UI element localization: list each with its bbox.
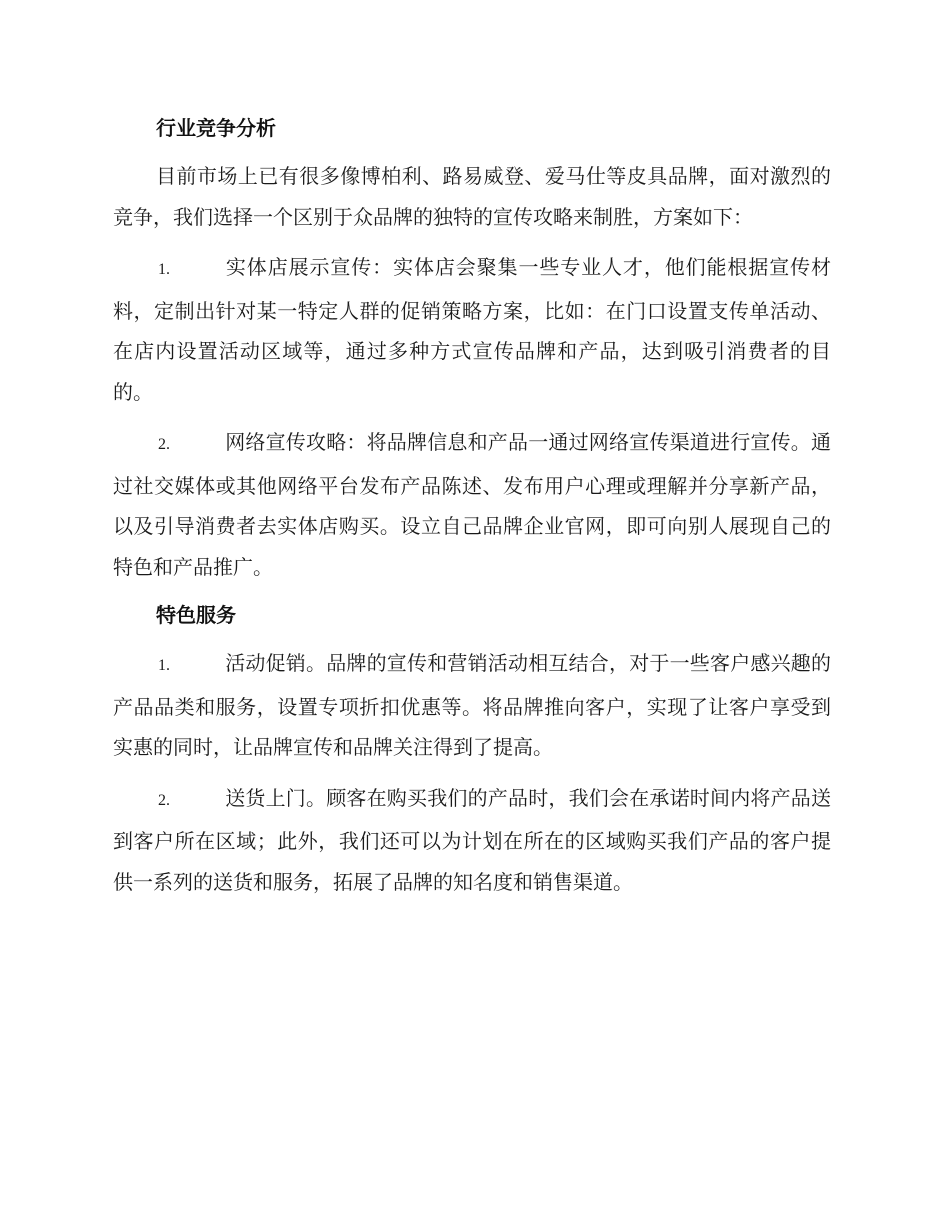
document-page — [113, 108, 831, 902]
list-item-number: 1. — [158, 261, 170, 278]
competition-intro-paragraph: 目前市场上已有很多像博柏利、路易威登、爱马仕等皮具品牌，面对激烈的竞争，我们选择一个区别于众品牌的独特的宣传攻略来制胜，方案如下： — [113, 164, 831, 229]
list-item-text: 活动促销。品牌的宣传和营销活动相互结合，对于一些客户感兴趣的产品品类和服务，设置专项折扣优惠等。将品牌推向客户，实现了让客户享受到实惠的同时，让品牌宣传和品牌关注得到了提高。 — [113, 651, 831, 759]
list-item-text: 网络宣传攻略：将品牌信息和产品一通过网络宣传渠道进行宣传。通过社交媒体或其他网络平台发布产品陈述、发布用户心理或理解并分享新产品，以及引导消费者去实体店购买。设立自己品牌企业官网，即可向别人展现自己的特色和产品推广。 — [113, 430, 831, 579]
services-list-item — [113, 643, 831, 768]
list-item-number: 2. — [158, 791, 170, 809]
section-heading-competition: 行业竞争分析 — [156, 116, 276, 140]
competition-list-item — [113, 422, 831, 587]
competition-list-item — [113, 247, 831, 412]
services-list-item — [113, 778, 831, 903]
section-heading-services: 特色服务 — [156, 603, 236, 627]
list-item-text: 实体店展示宣传：实体店会聚集一些专业人才，他们能根据宣传材料，定制出针对某一特定人群的促销策略方案，比如：在门口设置支传单活动、在店内设置活动区域等，通过多种方式宣传品牌和产品，达到吸引消费者的目的。 — [113, 255, 831, 404]
list-item-number: 2. — [158, 436, 170, 453]
list-item-text: 送货上门。顾客在购买我们的产品时，我们会在承诺时间内将产品送到客户所在区域；此外，我们还可以为计划在所在的区域购买我们产品的客户提供一系列的送货和服务，拓展了品牌的知名度和销售渠道。 — [113, 785, 831, 894]
list-item-number: 1. — [158, 657, 170, 674]
